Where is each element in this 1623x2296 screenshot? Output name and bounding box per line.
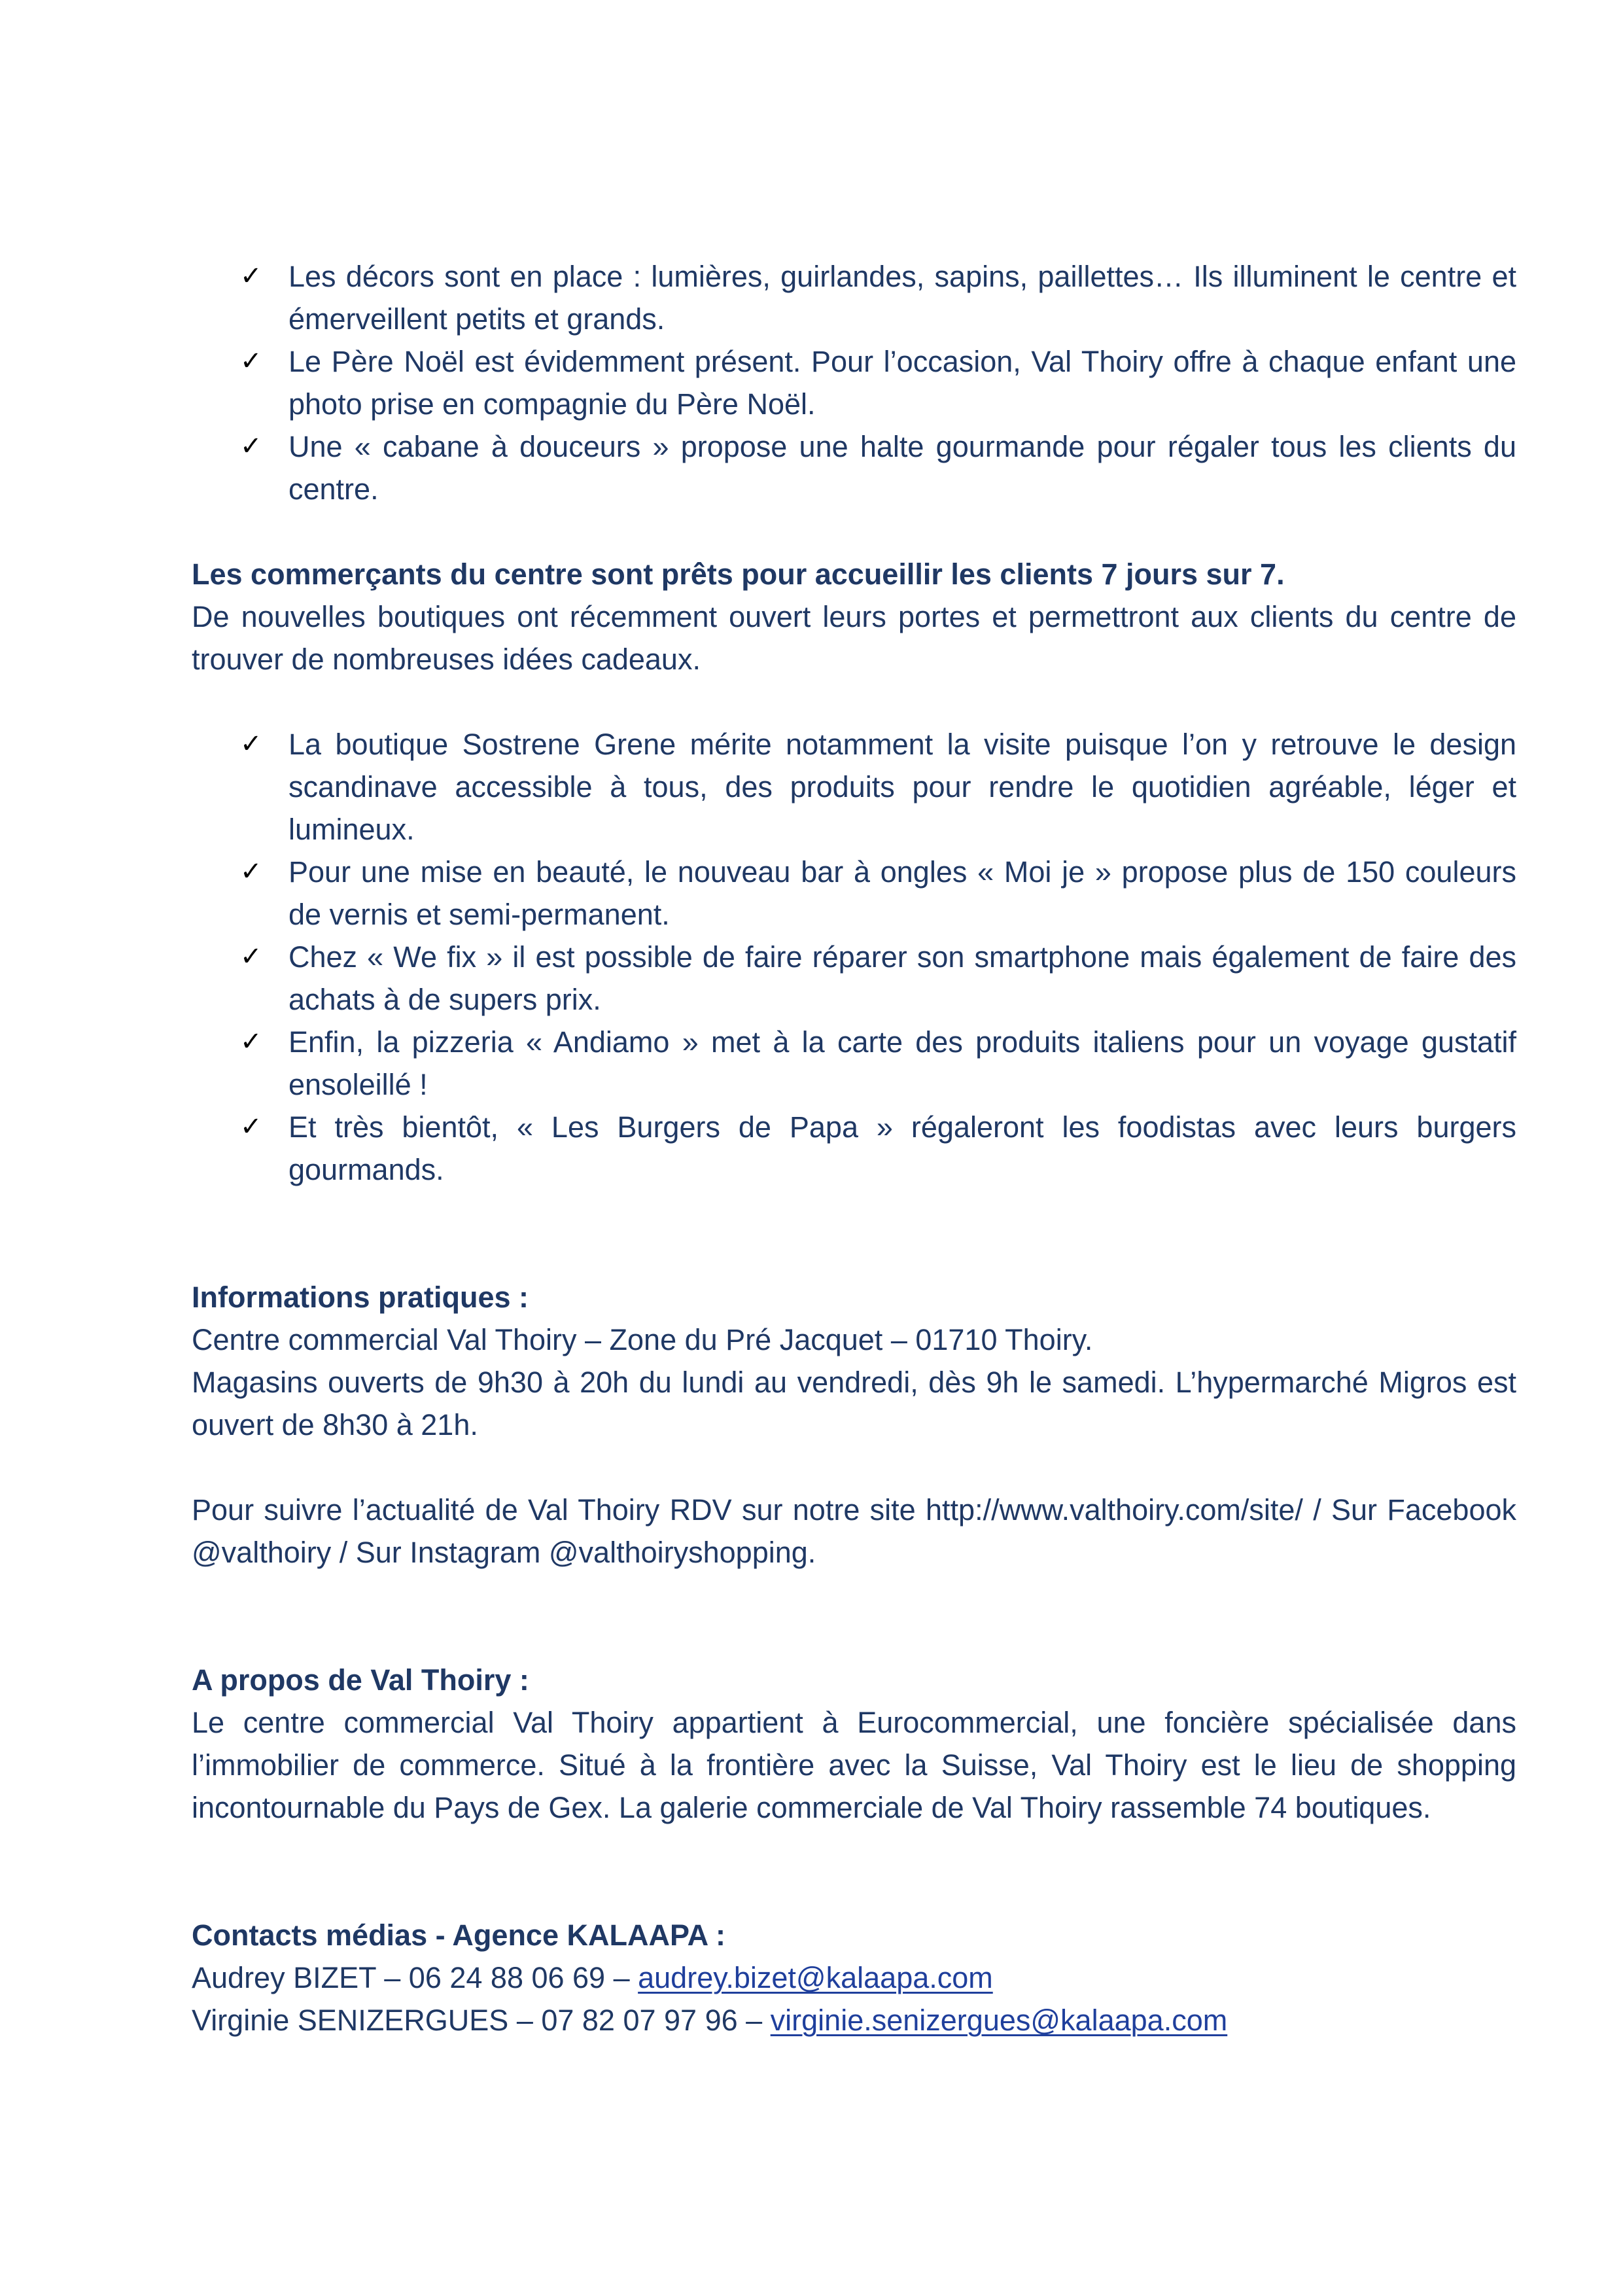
shops-heading: Les commerçants du centre sont prêts pour accueillir les clients 7 jours sur 7. [192, 557, 1285, 591]
list-item: ✓ Chez « We fix » il est possible de faire réparer son smartphone mais également de faire des achats à de supers prix. [192, 936, 1516, 1021]
info-heading: Informations pratiques : [192, 1280, 529, 1314]
contact-line: Audrey BIZET – 06 24 88 06 69 – audrey.bizet@kalaapa.com [192, 1961, 993, 1994]
shops-intro: De nouvelles boutiques ont récemment ouvert leurs portes et permettront aux clients du centre de trouver de nombreuses idées cadeaux. [192, 600, 1516, 676]
email-link[interactable]: virginie.senizergues@kalaapa.com [770, 2004, 1228, 2037]
list-item: ✓ La boutique Sostrene Grene mérite notamment la visite puisque l’on y retrouve le design scandinave accessible à tous, des produits pour rendre le quotidien agréable, léger et lumineux. [192, 723, 1516, 851]
list-item: ✓ Et très bientôt, « Les Burgers de Papa » régaleront les foodistas avec leurs burgers gourmands. [192, 1106, 1516, 1191]
about-heading: A propos de Val Thoiry : [192, 1663, 529, 1697]
checkmark-icon: ✓ [240, 942, 262, 972]
checkmark-icon: ✓ [240, 1027, 262, 1057]
list-item: ✓ Une « cabane à douceurs » propose une halte gourmande pour régaler tous les clients du centre. [192, 425, 1516, 510]
document-body [192, 255, 1516, 2041]
checkmark-icon: ✓ [240, 261, 262, 291]
info-follow: Pour suivre l’actualité de Val Thoiry RDV sur notre site http://www.valthoiry.com/site/ / Sur Facebook @valthoiry / Sur Instagram @valthoiryshopping. [192, 1493, 1516, 1569]
contacts-heading: Contacts médias - Agence KALAAPA : [192, 1918, 725, 1952]
about-text: Le centre commercial Val Thoiry appartient à Eurocommercial, une foncière spécialisée dans l’immobilier de commerce. Situé à la frontière avec la Suisse, Val Thoiry est le lieu de shopping incontournable du Pays de Gex. La galerie commerciale de Val Thoiry rassemble 74 boutiques. [192, 1706, 1516, 1824]
checkmark-icon: ✓ [240, 857, 262, 887]
list-item: ✓ Enfin, la pizzeria « Andiamo » met à la carte des produits italiens pour un voyage gustatif ensoleillé ! [192, 1021, 1516, 1106]
list-item: ✓ Le Père Noël est évidemment présent. Pour l’occasion, Val Thoiry offre à chaque enfant une photo prise en compagnie du Père Noël. [192, 340, 1516, 425]
checkmark-icon: ✓ [240, 1112, 262, 1142]
info-address: Centre commercial Val Thoiry – Zone du Pré Jacquet – 01710 Thoiry. [192, 1323, 1093, 1356]
checkmark-icon: ✓ [240, 431, 262, 461]
checkmark-icon: ✓ [240, 729, 262, 759]
list-item: ✓ Pour une mise en beauté, le nouveau bar à ongles « Moi je » propose plus de 150 couleurs de vernis et semi-permanent. [192, 851, 1516, 936]
checkmark-icon: ✓ [240, 346, 262, 376]
info-hours: Magasins ouverts de 9h30 à 20h du lundi au vendredi, dès 9h le samedi. L’hypermarché Migros est ouvert de 8h30 à 21h. [192, 1366, 1516, 1441]
contact-line: Virginie SENIZERGUES – 07 82 07 97 96 – virginie.senizergues@kalaapa.com [192, 2004, 1228, 2037]
email-link[interactable]: audrey.bizet@kalaapa.com [638, 1961, 993, 1994]
shops-checklist [192, 723, 1516, 1191]
christmas-checklist [192, 255, 1516, 510]
list-item: ✓ Les décors sont en place : lumières, guirlandes, sapins, paillettes… Ils illuminent le centre et émerveillent petits et grands. [192, 255, 1516, 340]
